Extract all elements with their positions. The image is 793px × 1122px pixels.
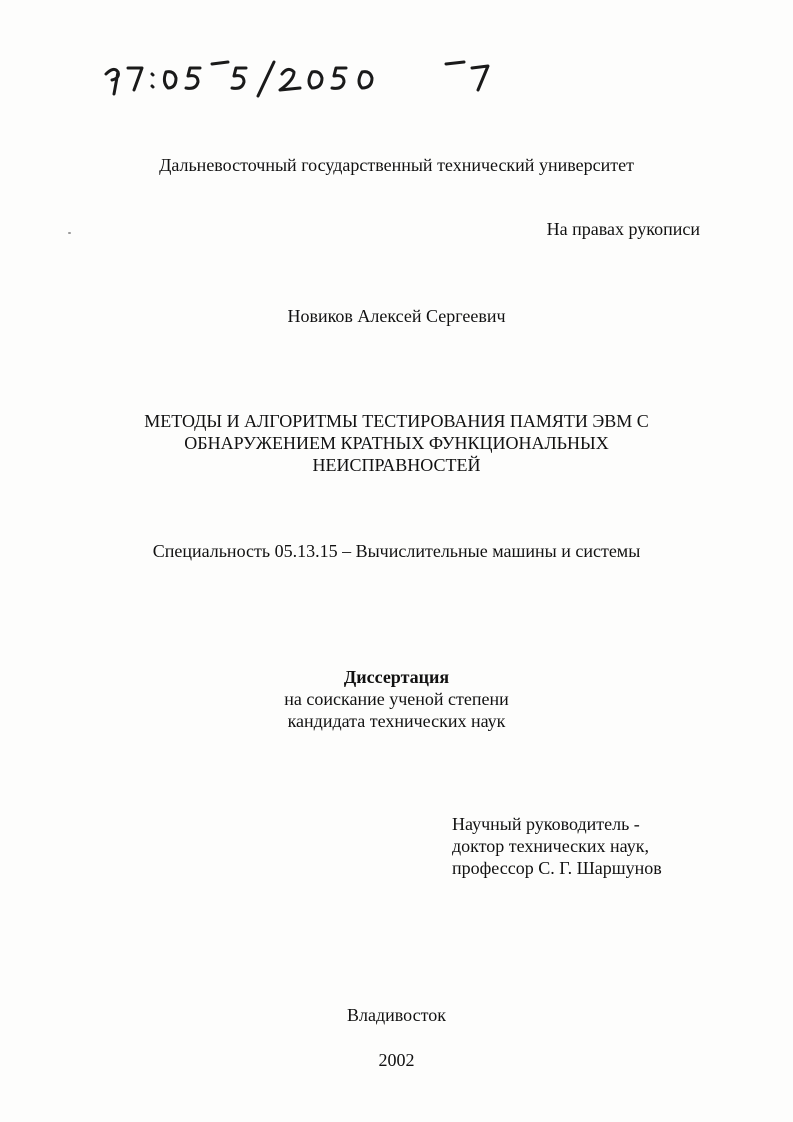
rights-notice: На правах рукописи <box>546 219 700 239</box>
dissertation-title <box>100 410 693 476</box>
degree-block <box>0 666 793 732</box>
specialty: Специальность 05.13.15 – Вычислительные машины и системы <box>152 541 641 561</box>
title-line: МЕТОДЫ И АЛГОРИТМЫ ТЕСТИРОВАНИЯ ПАМЯТИ ЭВМ С <box>144 411 649 431</box>
degree-heading: Диссертация <box>343 667 450 687</box>
title-line: НЕИСПРАВНОСТЕЙ <box>312 455 481 475</box>
author-name: Новиков Алексей Сергеевич <box>287 306 506 326</box>
degree-line: на соискание ученой степени <box>284 689 509 709</box>
supervisor-line: доктор технических наук, <box>452 836 649 856</box>
supervisor-line: Научный руководитель - <box>452 814 640 834</box>
university-name: Дальневосточный государственный технический университет <box>159 155 634 175</box>
supervisor-line: профессор С. Г. Шаршунов <box>452 858 662 878</box>
supervisor-block <box>452 813 662 879</box>
handwritten-catalog-number <box>100 44 520 104</box>
degree-line: кандидата технических наук <box>287 711 506 731</box>
year: 2002 <box>378 1050 415 1070</box>
title-line: ОБНАРУЖЕНИЕМ КРАТНЫХ ФУНКЦИОНАЛЬНЫХ <box>184 433 609 453</box>
scan-speck <box>68 232 71 234</box>
city: Владивосток <box>347 1005 446 1025</box>
